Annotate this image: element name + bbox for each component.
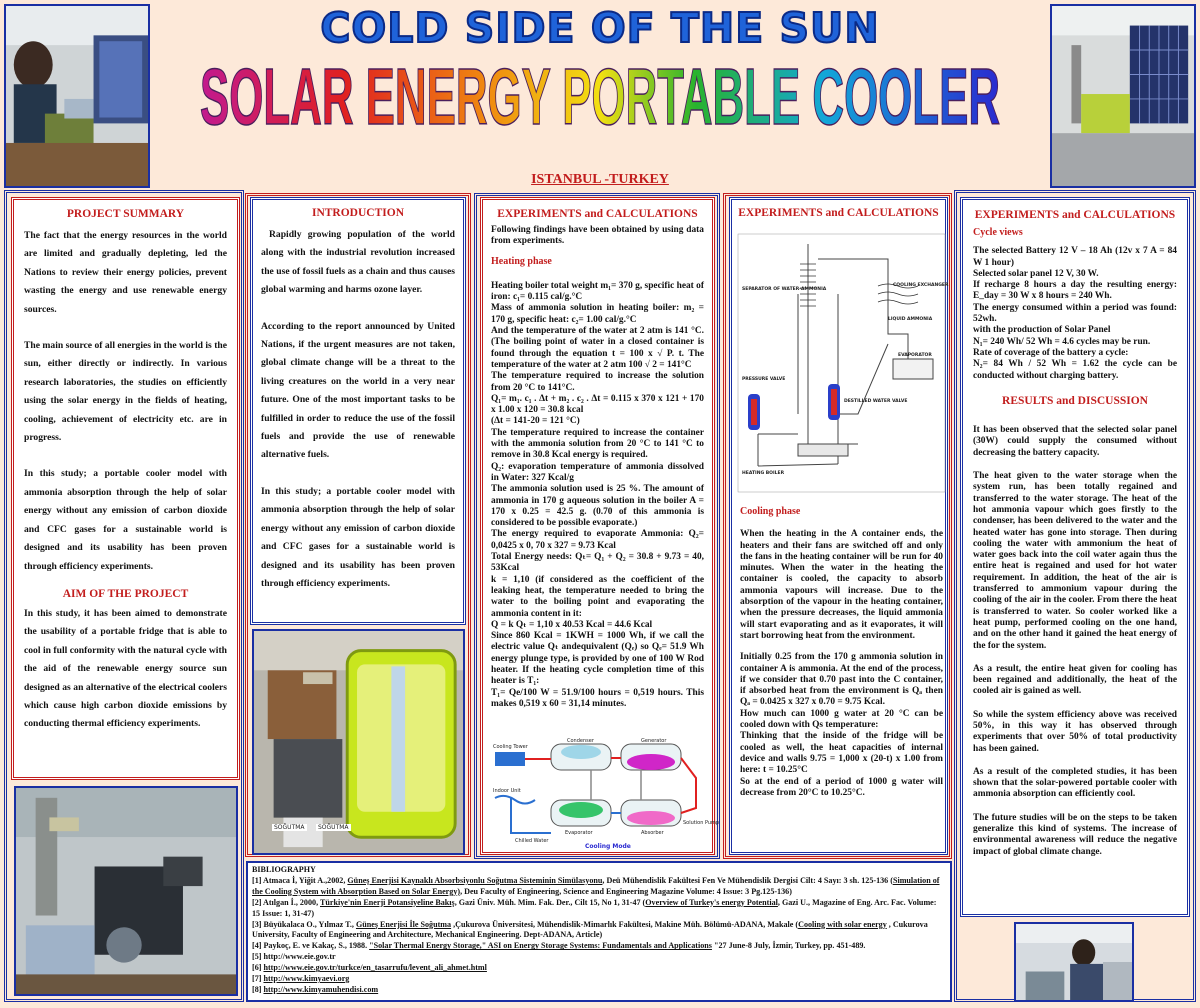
bibliography-body [248,863,950,998]
bibliography-link: Güneş Enerjisi Kaynaklı Absorbsiyonlu Soğutma Sisteminin Simülasyonu [347,875,603,885]
cycle-views-heading: Cycle views [973,227,1023,238]
project-summary-body [14,227,237,576]
bibliography-text: , Deu Faculty of Engineering, Science and Engineering Magazine Volume: 4 Issue: 3 Pg.125-136) [460,886,792,896]
bibliography-text: "27 June-8 July, İzmir, Turkey, pp. 451-489. [711,941,866,951]
bibliography-entry [252,952,946,963]
intro-p1: Rapidly growing population of the world along with the industrial revolution increased the use of fossil fuels as a chain and thus causes global warming and harms ozone layer. [261,229,455,296]
bibliography-link: Türkiye'nin Enerji Potansiyeline Bakış [319,897,455,907]
experiments-panel-3 [960,197,1190,917]
diagram-label-absorber: Absorber [641,830,664,836]
exp1-line-10: Total Energy needs: Qₜ= Q₁ + Q₂ = 30.8 + 9.73 = 40, 53Kcal [491,552,704,574]
exp1-line-14: T₁= Qe/100 W = 51.9/100 hours = 0,519 hours. This makes 0,519 x 60 = 31,14 minutes. [491,687,704,709]
prototype-photo-left [14,786,238,996]
bibliography-entry [252,985,946,996]
heating-phase-heading: Heating phase [491,255,552,267]
cooler-prototype-photo [252,629,465,855]
results-p2: The heat given to the water storage when the system run, has been totally regained and transferred to the water storage. The heat of the hot ammonia vapour which goes firstly to the condenser, has been delivered to the water and the heated water has gone into storage. Then during cooling the water with ammonium the heat of water goes back into the coil water again thus the entire heat is regained and used for hot water requirement. In addition, the heat of the air is transferred to ammonium vapour during the cooling of the air in the cooler. From there the heat is transferred to water. So cooler worked like a heat pump, performed cooling on the one hand, and on the other hand it gained the heat energy of the for the system. [973,471,1177,651]
photo-label-2: SOĞUTMA [318,824,349,831]
schematic-label-destilled-water-valve: DESTILLED WATER VALVE [844,399,908,404]
exp1-line-2: And the temperature of the water at 2 atm is 141 °C. (The boiling point of water in a closed container is found through the equation t = 100 x √ P. t. The temperature of the water at 2 atm 100 √ 2 = 141°C [491,326,704,370]
results-p1: It has been observed that the selected solar panel (30W) could supply the consumed without decreasing the battery capacity. [973,425,1177,458]
experiments1-body [483,225,712,710]
introduction-body [253,226,463,593]
diagram-label-chilled-water: Chilled Water [515,838,549,844]
intro-p3: In this study; a portable cooler model with ammonia absorption through the help of solar energy without any emission of carbon dioxide and CFC gases for a sustainable world is designed and its usability has been proven through efficiency experiments. [261,485,455,589]
intro-p2: According to the report announced by United Nations, if the urgent measures are not taken, global climate change will be a threat to the living creatures on the world in a very near future. One of the most important tasks to be fulfilled in order to reduce the use of the fossil fuels and provide the use of renewable alternative fuels. [261,320,455,461]
diagram-label-indoor-unit: Indoor Unit [493,788,521,794]
diagram-label-cooling-tower: Cooling Tower [493,744,528,750]
exp1-line-11: k = 1,10 (if considered as the coefficient of the leaking heat, the temperature needed to bring the water to the boiling point and evaporating the ammonia content in it: [491,574,704,619]
diagram-label-solution-pump: Solution Pump [683,820,720,826]
schematic-label-evaporator: EVAPORATOR [898,353,932,358]
summary-p3: In this study; a portable cooler model with ammonia absorption through the help of solar energy without any emission of carbon dioxide and CFC gases for a sustainable world is designed and its usability has been proven through efficiency experiments. [24,468,227,572]
bibliography-heading: BIBLIOGRAPHY [252,865,316,874]
aim-heading: AIM OF THE PROJECT [62,587,189,600]
diagram-label-condenser: Condenser [567,738,594,744]
bibliography-text: , Cukurova University, Faculty of Engineering and Architecture, Mechanical Engineering. Dept-ADANA, Article) [252,919,928,940]
bibliography-entry [252,963,946,974]
location-label: ISTANBUL -TURKEY [531,172,669,187]
project-summary-heading: PROJECT SUMMARY [66,208,185,220]
bibliography-link: Güneş Enerjisi İle Soğutma [355,919,452,929]
bibliography-text: [7] [252,974,264,984]
bibliography-link: "Solar Thermal Energy Storage," ASI on Energy Storage Systems: Fundamentals and Applications [369,941,712,951]
introduction-panel [250,197,466,625]
exp3-line-5: N₁= 240 Wh/ 52 Wh = 4.6 cycles may be run. [973,336,1151,347]
exp1-line-9: The energy required to evaporate Ammonia: Q₂= 0,0425 x 0, 70 x 327 = 9.73 Kcal [491,529,704,551]
bibliography-text: [6] [252,963,264,973]
poster-title-main-text: SOLAR ENERGY PORTABLE COOLER [200,52,1000,141]
exp1-line-12: Q = k Qₜ = 1,10 x 40.53 Kcal = 44.6 Kcal [491,619,653,630]
diagram-label-evaporator: Evaporator [565,830,593,836]
bibliography-text: [4] Paykoç, E. ve Kakaç, S., 1988. [252,941,370,951]
bibliography-link: Overview of Turkey's energy Potential [645,897,778,907]
exp3-line-2: If recharge 8 hours a day the resulting energy: E_day = 30 W x 8 hours = 240 Wh. [973,280,1177,302]
bibliography-entry [252,876,946,898]
bibliography-text: [2] Atılgan İ., 2000, [252,897,320,907]
bibliography-link[interactable]: http://www.eie.gov.tr/turkce/en_tasarrufu/levent_ali_ahmet.html [263,963,487,973]
exp1-line-8: The ammonia solution used is 25 %. The amount of ammonia in 170 g aqueous solution in the boiler A = 170 x 0.25 = 42.5 g. (0.70 of this ammonia is considered to be possible evaporate.) [491,484,704,529]
bibliography-text: , Gazi Üniv. Müh. Mim. Fak. Der., Cilt 15, No 1, 31-47 ( [454,897,646,907]
exp1-line-3: The temperature required to increase the solution from 20 °C to 141°C. [491,371,704,393]
exp3-line-7: N₂= 84 Wh / 52 Wh = 1.62 the cycle can be conducted without charging battery. [973,359,1177,381]
experiments2-body [732,506,951,799]
exp2-p5: So at the end of a period of 1000 g water will decrease from 20°C to 10.25°C. [740,776,943,798]
bibliography-link: Cooling with solar energy [798,919,887,929]
exp1-line-5: (Δt = 141-20 = 121 °C) [491,416,580,427]
results-p3: As a result, the entire heat given for cooling has been regained and additionally, the heat of the cooled air is gained as well. [973,663,1177,697]
poster-title-main [190,48,1010,144]
bibliography-text: , Gazi U., Magazine of Eng. Arc. Fac. Volume: 15 Issue: 1, 31-47) [252,897,937,918]
students-photo-left [4,4,150,188]
exp3-line-1: Selected solar panel 12 V, 30 W. [973,268,1099,279]
bibliography-text: [8] [252,984,264,994]
bibliography-text: [3] Büyükalaca O., Yılmaz T., [252,919,356,929]
aim-p1: In this study, it has been aimed to demonstrate the usability of a portable fridge that is able to cool in full conformity with the natural cycle with the aid of the renewable energy source sun designed as an alternative of the electrical coolers which cause high carbon dioxide emissions by conducting thermal efficiency experiments. [24,607,227,730]
experiments1-heading: EXPERIMENTS and CALCULATIONS [497,208,698,220]
results-p6: The future studies will be on the steps to be taken generalize this kind of systems. The increase of environmental awareness will reduce the negative impact of global climate change. [973,812,1177,857]
bibliography-entry [252,920,946,942]
exp3-line-4: with the production of Solar Panel [973,325,1111,336]
exp2-p3: How much can 1000 g water at 20 °C can be cooled down with Qs temperature: [740,708,943,731]
exp1-line-1: Mass of ammonia solution in heating boiler: m₂ = 170 g, specific heat: c₂= 1.00 cal/g.°C [491,303,704,325]
aim-body [14,605,237,734]
summary-p2: The main source of all energies in the world is the sun, either directly or indirectly. In various research laboratories, the studies on efficiently using the solar energy in the fields of heating, cooling, achievement of electricity etc. are in progress. [24,340,227,444]
bibliography-entry [252,974,946,985]
exp3-line-6: Rate of coverage of the battery a cycle: [973,347,1129,358]
bibliography-link[interactable]: http://www.kimyamuhendisi.com [263,984,379,994]
photo-label-1: SOĞUTMA [274,824,305,831]
introduction-heading: INTRODUCTION [311,207,404,219]
exp1-line-6: The temperature required to increase the container with the ammonia solution from 20 °C to 141 °C to remove in 30.8 Kcal energy is required. [491,427,704,461]
cooling-phase-heading: Cooling phase [740,506,801,517]
exp3-line-0: The selected Battery 12 V – 18 Ah (12v x 7 A = 84 W 1 hour) [973,246,1177,268]
exp1-line-0: Heating boiler total weight m₁= 370 g, specific heat of iron: c₁= 0.115 cal/g.°C [491,280,704,303]
bibliography-link: Simulation of the Cooling System with Absorption Based on Solar Energy) [252,875,940,896]
results-heading: RESULTS and DISCUSSION [1002,394,1148,407]
bibliography-text: , Deü Mühendislik Fakültesi Fen Ve Mühendislik Dergisi Cilt: 4 Sayı: 3 sh. 125-136 ( [602,875,893,885]
exp3-line-3: The energy consumed within a period was found: 52wh. [973,302,1177,325]
schematic-label-separator: SEPARATOR OF WATER-AMMONIA [742,287,827,292]
diagram-caption: Cooling Mode [585,843,631,850]
exp1-line-7: Q₂: evaporation temperature of ammonia dissolved in Water: 327 Kcal/g [491,461,704,483]
exp1-line-13: Since 860 Kcal = 1KWH = 1000 Wh, if we call the electric value Qₜ andequivalent (Qₑ) so Qₑ= 51.9 Wh energy plunge type, is provided by one of 100 W Rod heater. If the heating cycle completion time of this heater is T₁: [491,631,704,687]
bibliography-link[interactable]: http://www.kimyaevi.org [263,974,350,984]
bibliography-entry [252,941,946,952]
experiments3-heading: EXPERIMENTS and CALCULATIONS [974,209,1176,221]
bibliography-text: [1] Atmaca İ, Yiğit A.,2002, [252,875,348,885]
experiments2-heading: EXPERIMENTS and CALCULATIONS [738,207,939,219]
solar-cooler-photo-right [1050,4,1196,188]
bibliography-text: ,Çukurova Üniversitesi, Mühendislik-Mimarlık Fakültesi, Makine Müh. Bölümü-ADANA, Makale ( [451,919,799,929]
cooling-mode-diagram [491,738,720,850]
exp2-p2: Initially 0.25 from the 170 g ammonia solution in container A is ammonia. At the end of the process, if we consider that 0.70 past into the C container, if absorbed heat from the environment is Qₐ then Qₐ = 0.0425 x 327 x 0.70 = 9.75 Kcal. [740,652,943,708]
results-p4: So while the system efficiency above was received 50%, in this way it has observed through experiments that over 50% of total productivity has been gained. [973,709,1177,754]
exp1-intro: Following findings have been obtained by using data from experiments. [491,225,704,247]
diagram-label-generator: Generator [641,738,667,744]
exp1-line-4: Q₁= m₁. c₁ . Δt + m₂ . c₂ . Δt = 0.115 x 370 x 121 + 170 x 1.00 x 120 = 30.8 kcal [491,393,704,416]
experiments3-body [963,227,1187,858]
poster-title-top: COLD SIDE OF THE SUN [320,4,880,52]
schematic-label-heating-boiler: HEATING BOILER [742,471,785,476]
bibliography-panel [246,861,952,1002]
schematic-label-liquid-ammonia: LIQUID AMMONIA [888,317,933,322]
exp2-p4: Thinking that the inside of the fridge will be cooled as well, the heat capacities of internal device and walls 9.75 = 1,000 x (20-t) x 1.00 from here: t = 10.25°C [740,731,943,776]
schematic-label-pressure-valve: PRESSURE VALVE [742,377,786,382]
system-schematic-diagram [738,234,949,492]
project-summary-panel [11,197,240,780]
experiments-panel-2 [729,197,948,855]
exp2-p1: When the heating in the A container ends, the heaters and their fans are switched off and only the fans in the heating container will be run for 40 minutes. When the water in the heating the container is cooled, the capacity to absorb ammonia vapours will increase. Due to the absorption of the vapour in the heating container, when the pressure decreases, the liquid ammonia will start evaporating and as it evaporates, it will start borrowing heat from the environment. [740,529,943,641]
bibliography-entry [252,898,946,920]
results-p5: As a result of the completed studies, it has been shown that the solar-powered portable cooler with ammonia absorption can efficiently cool. [973,766,1177,800]
schematic-label-cooling-exchanger: COOLING EXCHANGER [893,283,949,288]
bibliography-text: [5] http://www.eie.gov.tr [252,952,336,962]
experiments-panel-1 [480,197,720,855]
student-working-photo [1014,922,1134,1002]
summary-p1: The fact that the energy resources in the world are limited and gradually depleting, led the Nations to review their energy policies, prevent wasting the energy and use renewable energy sources. [24,230,227,315]
bibliography-list [252,876,946,996]
